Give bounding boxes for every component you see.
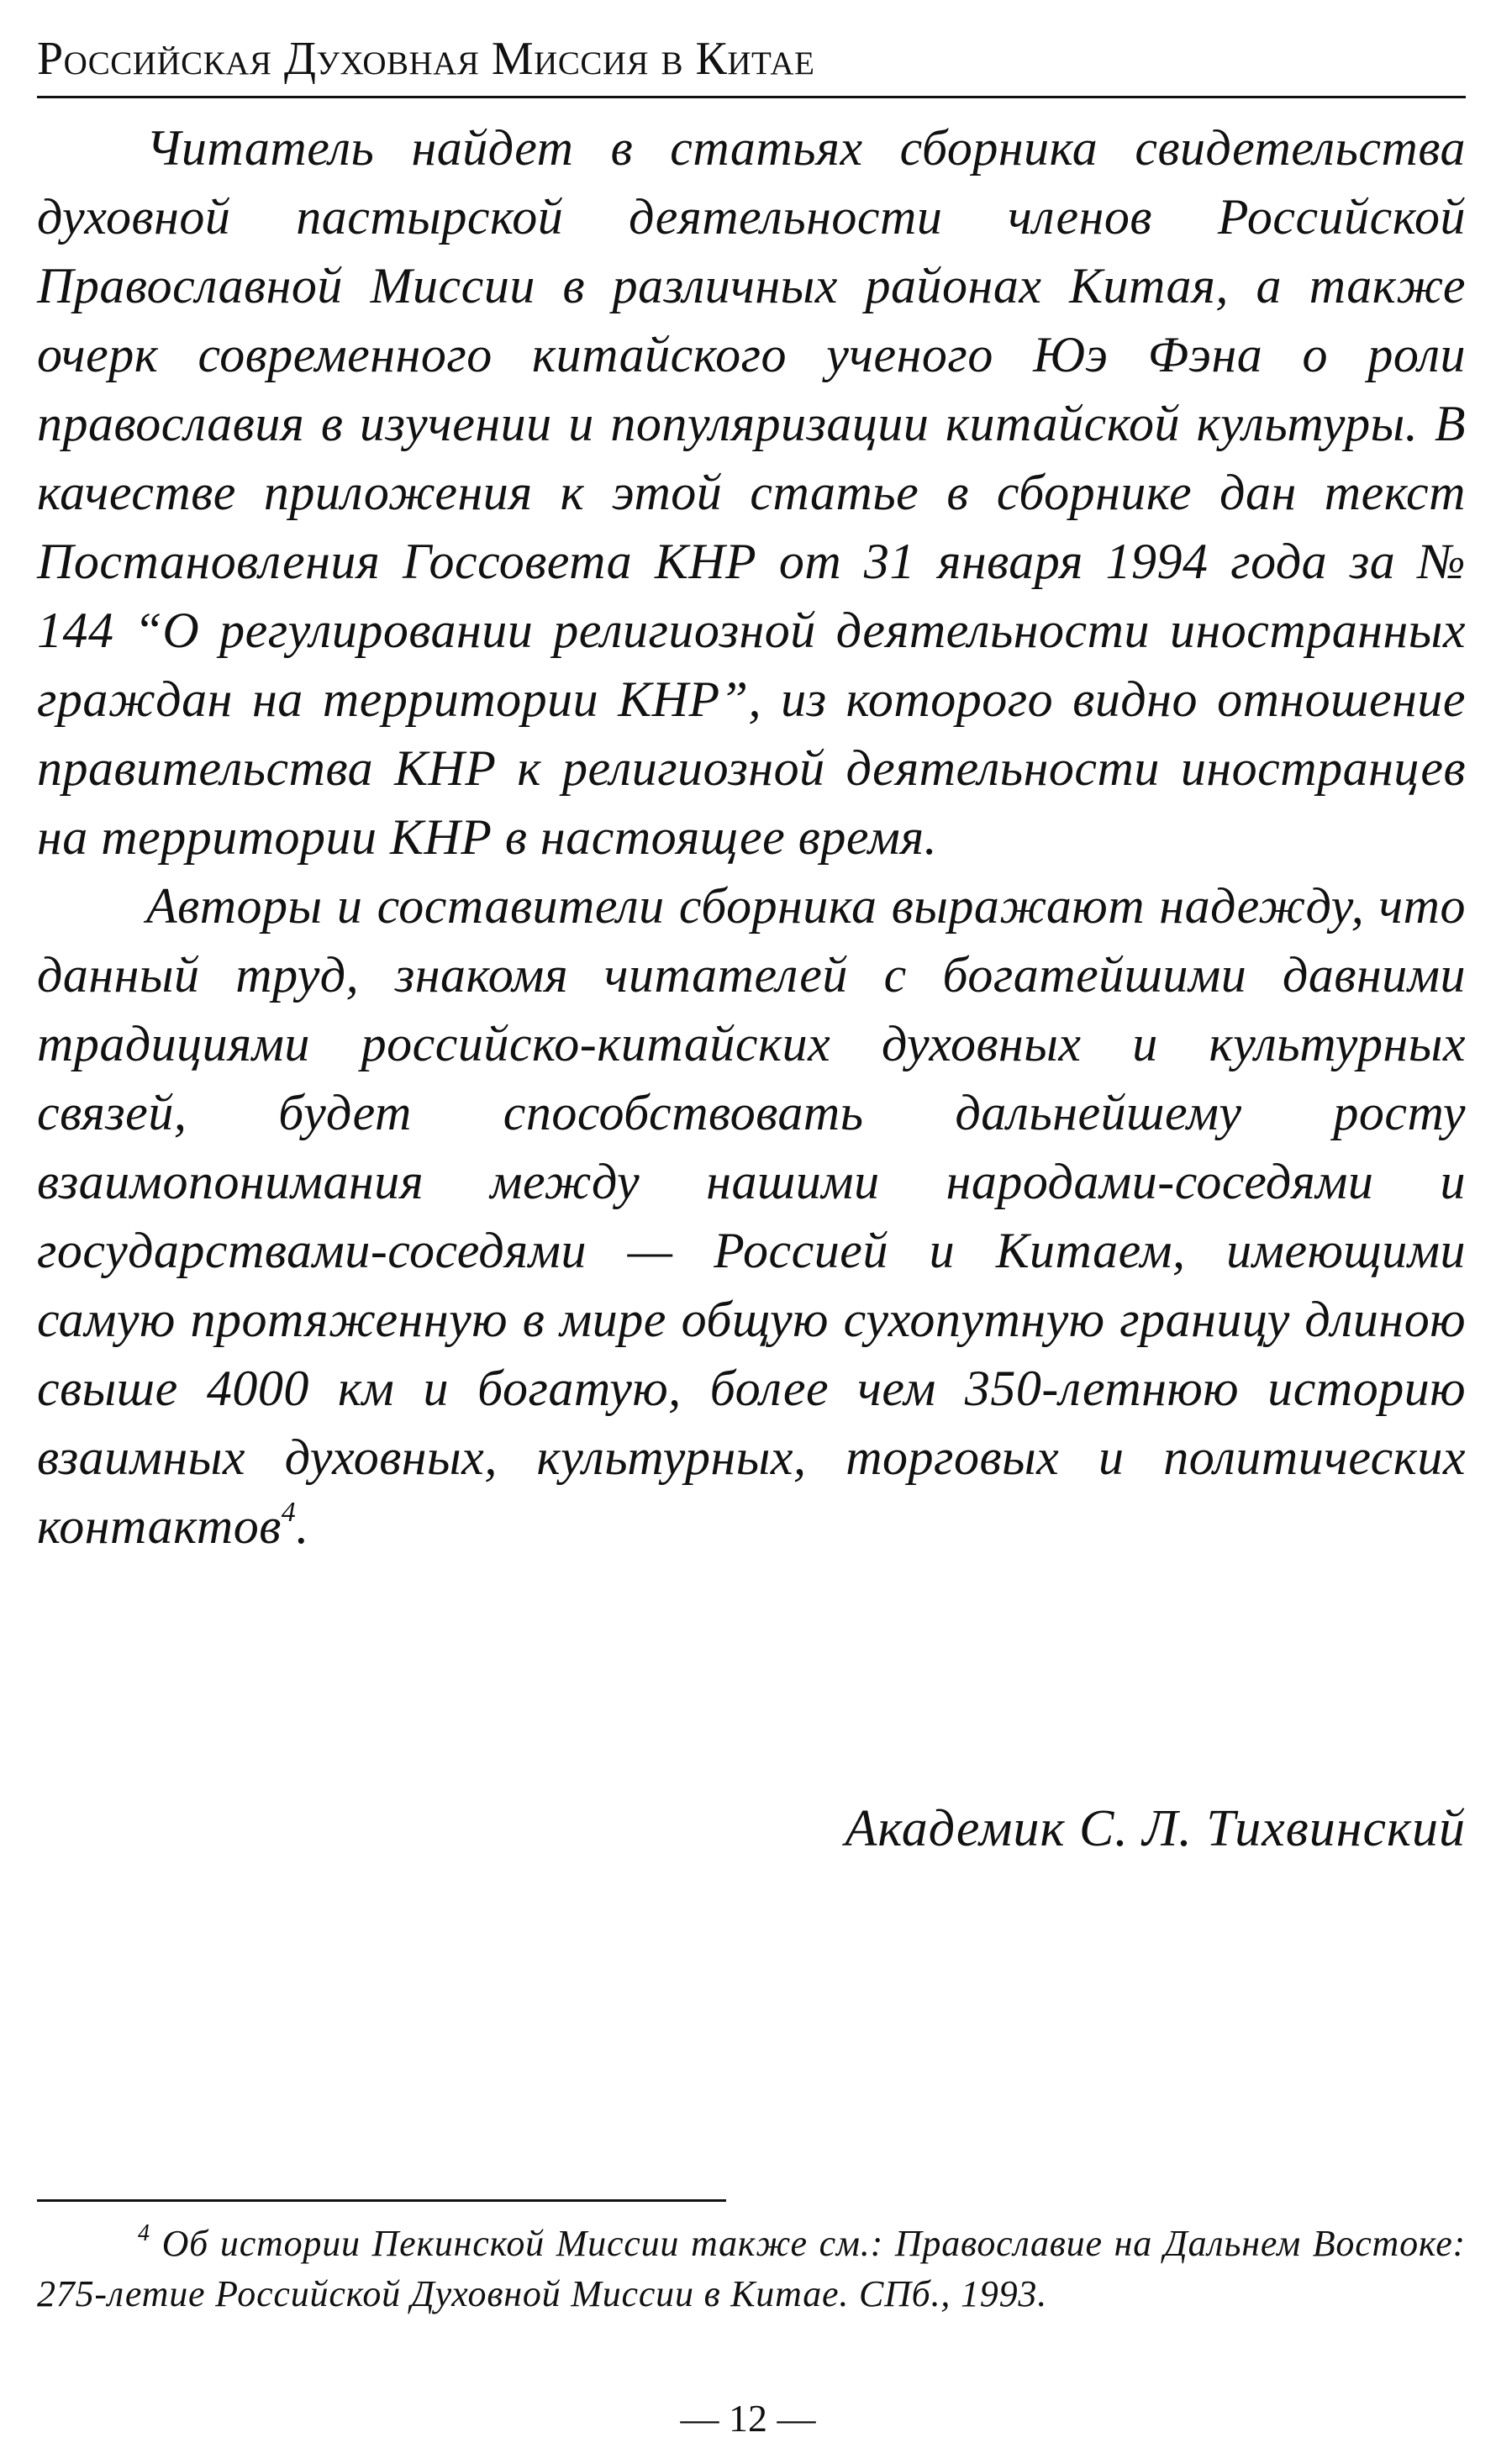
paragraph-2-text: Авторы и составители сборника выражают надежду, что данный труд, знакомя читателей с богатейшими давними традициями российско-китайских духовных и культурных связей, будет способствовать дальнейшему росту взаимопонимания между нашими народами-соседями и государствами-соседями — Россией и Китаем, имеющими самую протяженную в мире общую сухопутную границу длиною свыше 4000 км и богатую, более чем 350-летнюю историю взаимных духовных, культурных, торговых и политических контактов bbox=[37, 878, 1466, 1554]
footnote-rule bbox=[37, 2199, 726, 2202]
paragraph-2 bbox=[37, 871, 1466, 1561]
paragraph-1: Читатель найдет в статьях сборника свидетельства духовной пастырской деятельности членов Российской Православной Миссии в различных районах Китая, а также очерк современного китайского ученого Юэ Фэна о роли православия в изучении и популяризации китайской культуры. В качестве приложения к этой статье в сборнике дан текст Постановления Госсовета КНР от 31 января 1994 года за № 144 “О регулировании религиозной деятельности иностранных граждан на территории КНР”, из которого видно отношение правительства КНР к религиозной деятельности иностранцев на территории КНР в настоящее время. bbox=[37, 120, 1466, 865]
page-number: — 12 — bbox=[680, 2397, 816, 2440]
page-header bbox=[37, 25, 1466, 101]
footnote bbox=[37, 2219, 1466, 2319]
header-rule bbox=[37, 96, 1466, 98]
footnote-reference[interactable]: 4 bbox=[281, 1497, 297, 1528]
main-text bbox=[37, 113, 1466, 1561]
running-title: Российская Духовная Миссия в Китае bbox=[37, 33, 815, 85]
paragraph-2-end: . bbox=[296, 1498, 309, 1554]
footnote-number: 4 bbox=[138, 2220, 150, 2246]
footnote-text: Об истории Пекинской Миссии также см.: Православие на Дальнем Востоке: 275-летие Российской Духовной Миссии в Китае. СПб., 1993. bbox=[37, 2223, 1466, 2314]
author-signature: Академик С. Л. Тихвинский bbox=[845, 1800, 1466, 1857]
